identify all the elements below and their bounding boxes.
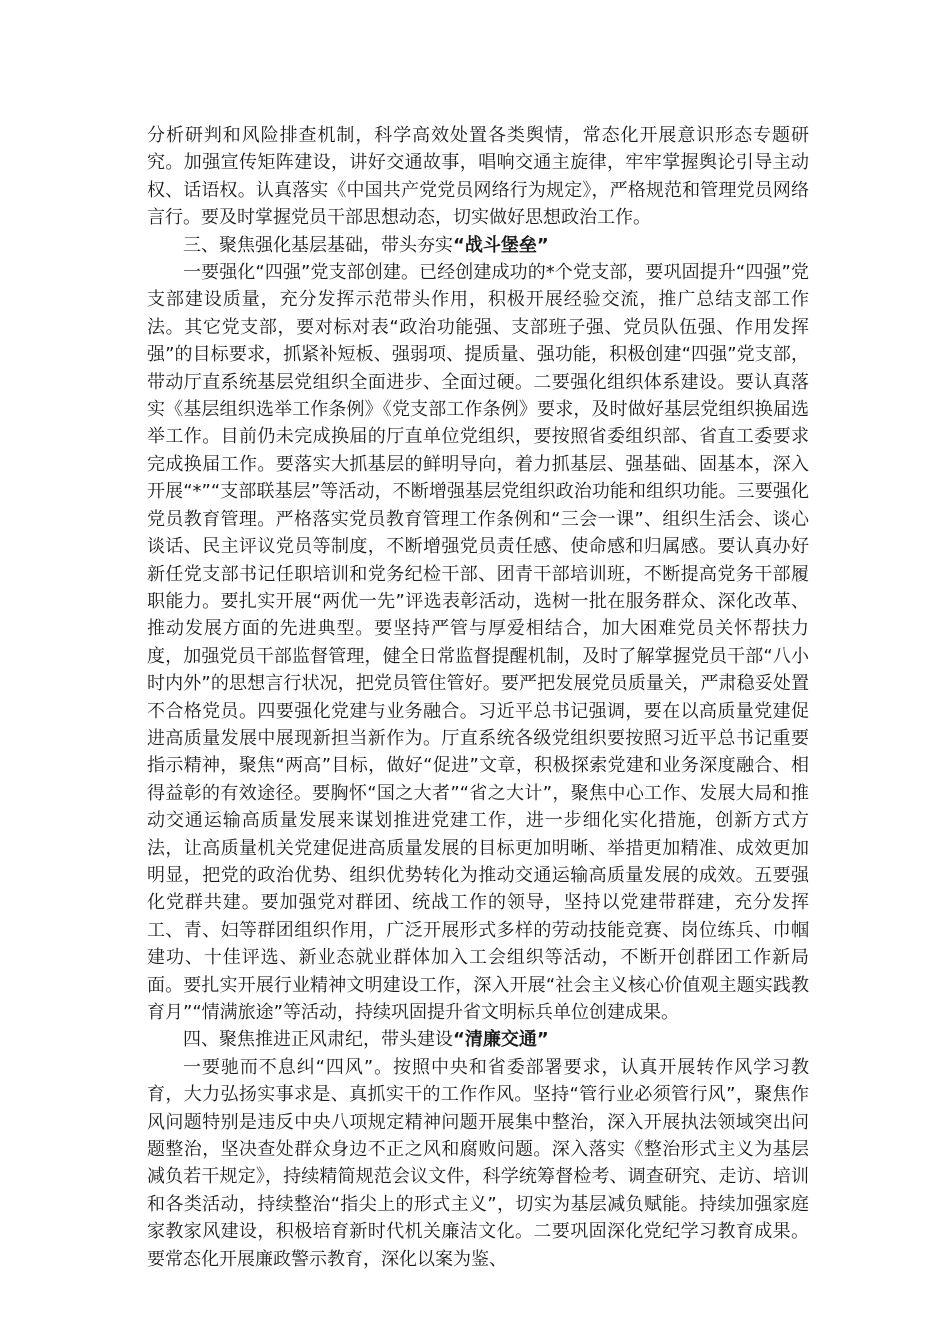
document-page <box>147 122 809 1273</box>
section-heading-4-text: 四、聚焦推进正风肃纪，带头建设 <box>183 1029 453 1051</box>
section-heading-3 <box>147 232 809 259</box>
section-heading-4 <box>147 1026 809 1053</box>
section-heading-3-emphasis: “战斗堡垒” <box>453 234 549 256</box>
section-heading-3-text: 三、聚焦强化基层基础，带头夯实 <box>183 234 453 256</box>
section-heading-4-emphasis: “清廉交通” <box>453 1029 549 1051</box>
paragraph-section-4: 一要驰而不息纠“四风”。按照中央和省委部署要求，认真开展转作风学习教育，大力弘扬实事求是、真抓实干的工作作风。坚持“管行业必须管行风”，聚焦作风问题特别是违反中央八项规定精神问题开展集中整治，深入开展执法领域突出问题整治，坚决查处群众身边不正之风和腐败问题。深入落实《整治形式主义为基层减负若干规定》，持续精简规范会议文件，科学统筹督检考、调查研究、走访、培训和各类活动，持续整治“指尖上的形式主义”，切实为基层减负赋能。持续加强家庭家教家风建设，积极培育新时代机关廉洁文化。二要巩固深化党纪学习教育成果。要常态化开展廉政警示教育，深化以案为鉴、 <box>147 1056 809 1270</box>
paragraph-continuation: 分析研判和风险排查机制，科学高效处置各类舆情，常态化开展意识形态专题研究。加强宣传矩阵建设，讲好交通故事，唱响交通主旋律，牢牢掌握舆论引导主动权、话语权。认真落实《中国共产党党员网络行为规定》，严格规范和管理党员网络言行。要及时掌握党员干部思想动态，切实做好思想政治工作。 <box>147 125 809 229</box>
paragraph-section-3: 一要强化“四强”党支部创建。已经创建成功的*个党支部，要巩固提升“四强”党支部建设质量，充分发挥示范带头作用，积极开展经验交流，推广总结支部工作法。其它党支部，要对标对表“政治功能强、支部班子强、党员队伍强、作用发挥强”的目标要求，抓紧补短板、强弱项、提质量、强功能，积极创建“四强”党支部，带动厅直系统基层党组织全面进步、全面过硬。二要强化组织体系建设。要认真落实《基层组织选举工作条例》《党支部工作条例》要求，及时做好基层党组织换届选举工作。目前仍未完成换届的厅直单位党组织，要按照省委组织部、省直工委要求完成换届工作。要落实大抓基层的鲜明导向，着力抓基层、强基础、固基本，深入开展“*”“支部联基层”等活动，不断增强基层党组织政治功能和组织功能。三要强化党员教育管理。严格落实党员教育管理工作条例和“三会一课”、组织生活会、谈心谈话、民主评议党员等制度，不断增强党员责任感、使命感和归属感。要认真办好新任党支部书记任职培训和党务纪检干部、团青干部培训班，不断提高党务干部履职能力。要扎实开展“两优一先”评选表彰活动，选树一批在服务群众、深化改革、推动发展方面的先进典型。要坚持严管与厚爱相结合，加大困难党员关怀帮扶力度，加强党员干部监督管理，健全日常监督提醒机制，及时了解掌握党员干部“八小时内外”的思想言行状况，把党员管住管好。要严把发展党员质量关，严肃稳妥处置不合格党员。四要强化党建与业务融合。习近平总书记强调，要在以高质量党建促进高质量发展中展现新担当新作为。厅直系统各级党组织要按照习近平总书记重要指示精神，聚焦“两高”目标，做好“促进”文章，积极探索党建和业务深度融合、相得益彰的有效途径。要胸怀“国之大者”“省之大计”，聚焦中心工作、发展大局和推动交通运输高质量发展来谋划推进党建工作，进一步细化实化措施，创新方式方法，让高质量机关党建促进高质量发展的目标更加明晰、举措更加精准、成效更加明显，把党的政治优势、组织优势转化为推动交通运输高质量发展的成效。五要强化党群共建。要加强党对群团、统战工作的领导，坚持以党建带群建，充分发挥工、青、妇等群团组织作用，广泛开展形式多样的劳动技能竞赛、岗位练兵、巾帼建功、十佳评选、新业态就业群体加入工会组织等活动，不断开创群团工作新局面。要扎实开展行业精神文明建设工作，深入开展“社会主义核心价值观主题实践教育月”“情满旅途”等活动，持续巩固提升省文明标兵单位创建成果。 <box>147 262 809 1023</box>
